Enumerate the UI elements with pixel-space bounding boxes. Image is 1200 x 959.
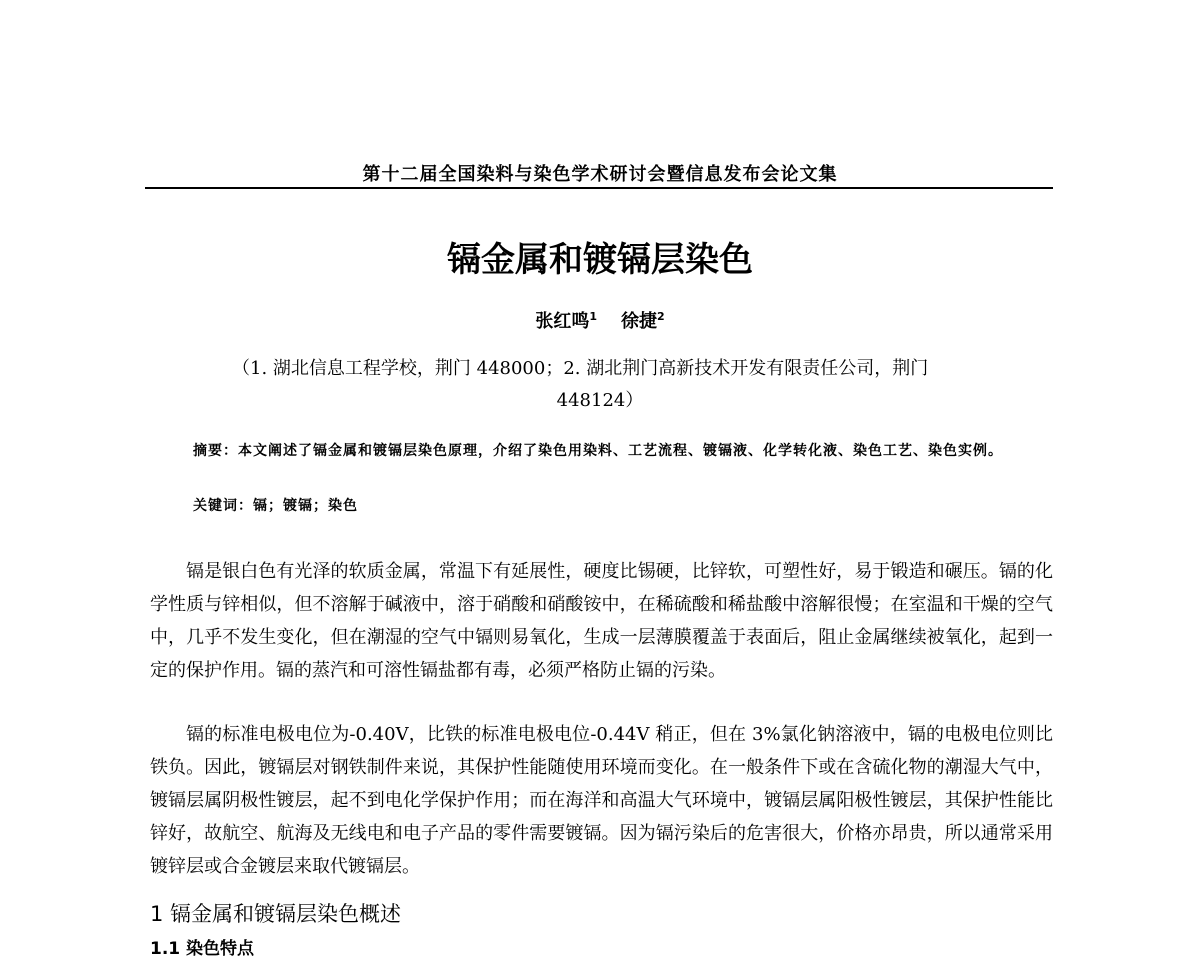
affiliation-line-1: （1. 湖北信息工程学校，荆门 448000；2. 湖北荆门高新技术开发有限责任公司，荆门 (232, 358, 929, 379)
subsection-heading: 1.1 染色特点 (150, 939, 255, 959)
keywords (193, 495, 358, 515)
section-heading: 1 镉金属和镀镉层染色概述 (150, 902, 402, 926)
affiliation-line-2: 448124） (556, 390, 644, 411)
author-name: 张红鸣 (535, 311, 590, 332)
abstract-label: 摘要： (193, 443, 238, 459)
author-superscript: 1 (589, 310, 597, 323)
author-name: 徐捷 (621, 311, 657, 332)
paper-title: 镉金属和镀镉层染色 (447, 240, 753, 280)
keywords-label: 关键词： (193, 498, 253, 514)
body-paragraph: 镉是银白色有光泽的软质金属，常温下有延展性，硬度比锡硬，比锌软，可塑性好，易于锻造和碾压。镉的化学性质与锌相似，但不溶解于碱液中，溶于硝酸和硝酸铵中，在稀硫酸和稀盐酸中溶解很慢；在室温和干燥的空气中，几乎不发生变化，但在潮湿的空气中镉则易氧化，生成一层薄膜覆盖于表面后，阻止金属继续被氧化，起到一定的保护作用。镉的蒸汽和可溶性镉盐都有毒，必须严格防止镉的污染。 (150, 561, 1053, 681)
author-superscript: 2 (657, 310, 665, 323)
abstract (193, 436, 1053, 466)
authors (0, 307, 1200, 333)
body-paragraph: 镉的标准电极电位为-0.40V，比铁的标准电极电位-0.44V 稍正，但在 3%氯化钠溶液中，镉的电极电位则比铁负。因此，镀镉层对钢铁制件来说，其保护性能随使用环境而变化。在一般条件下或在含硫化物的潮湿大气中，镀镉层属阴极性镀层，起不到电化学保护作用；而在海洋和高温大气环境中，镀镉层属阳极性镀层，其保护性能比锌好，故航空、航海及无线电和电子产品的零件需要镀镉。因为镉污染后的危害很大，价格亦昂贵，所以通常采用镀锌层或合金镀层来取代镀镉层。 (150, 724, 1053, 877)
running-header: 第十二届全国染料与染色学术研讨会暨信息发布会论文集 (362, 164, 838, 185)
keywords-text: 镉；镀镉；染色 (253, 498, 358, 514)
header-rule (145, 187, 1053, 189)
abstract-text: 本文阐述了镉金属和镀镉层染色原理，介绍了染色用染料、工艺流程、镀镉液、化学转化液、染色工艺、染色实例。 (238, 443, 1003, 459)
